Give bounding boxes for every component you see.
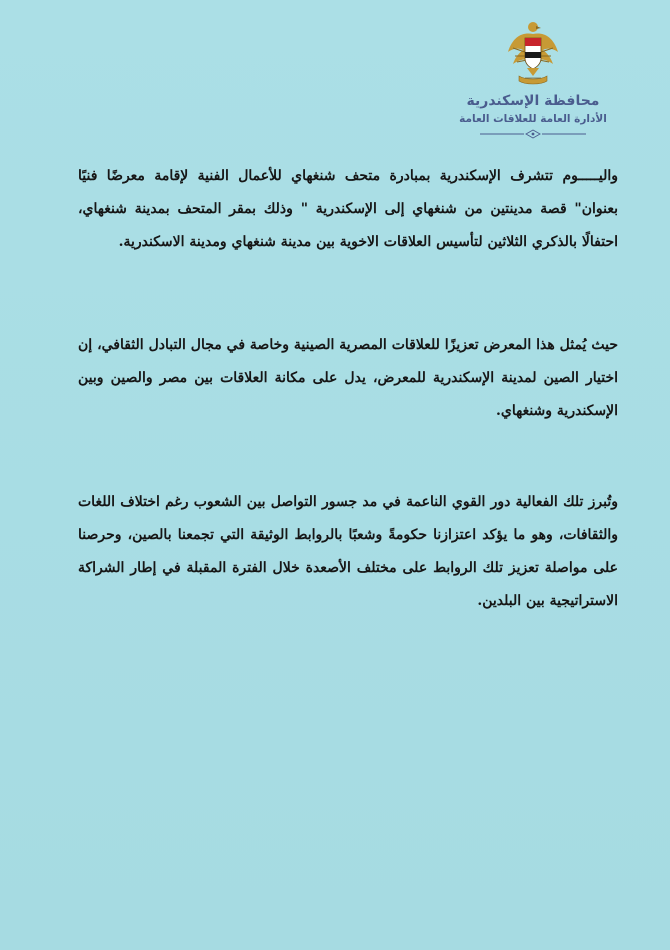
egypt-eagle-emblem-icon [505, 18, 561, 88]
paragraph-1: واليـــــوم تتشرف الإسكندرية بمبادرة متحف شنغهاي للأعمال الفنية لإقامة معرضًا فنيًا بعنوان" قصة مدينتين من شنغهاي إلى الإسكندرية " وذلك بمقر المتحف بمدينة شنغهاي، احتفالًا بالذكري الثلاثين لتأسيس العلاقات الاخوية بين مدينة شنغهاي ومدينة الاسكندرية. [78, 168, 618, 250]
decorative-divider-icon [478, 129, 588, 139]
letter-body [78, 160, 618, 688]
governorate-name: محافظة الإسكندرية [466, 93, 600, 109]
letterhead [448, 18, 618, 139]
department-name: الأدارة العامة للعلاقات العامة [459, 113, 607, 125]
paragraph-3: وتُبرز تلك الفعالية دور القوي الناعمة في مد جسور التواصل بين الشعوب رغم اختلاف اللغات والثقافات، وهو ما يؤكد اعتزازنا حكومةً وشعبًا بالروابط الوثيقة التي تجمعنا بالصين، وحرصنا على مواصلة تعزيز تلك الروابط على مختلف الأصعدة خلال الفترة المقبلة في إطار الشراكة الاستراتيجية بين البلدين. [78, 494, 618, 609]
paragraph-2: حيث يُمثل هذا المعرض تعزيزًا للعلاقات المصرية الصينية وخاصة في مجال التبادل الثقافي، إن اختيار الصين لمدينة الإسكندرية للمعرض، يدل على مكانة العلاقات بين مصر والصين وبين الإسكندرية وشنغهاي. [78, 337, 618, 419]
